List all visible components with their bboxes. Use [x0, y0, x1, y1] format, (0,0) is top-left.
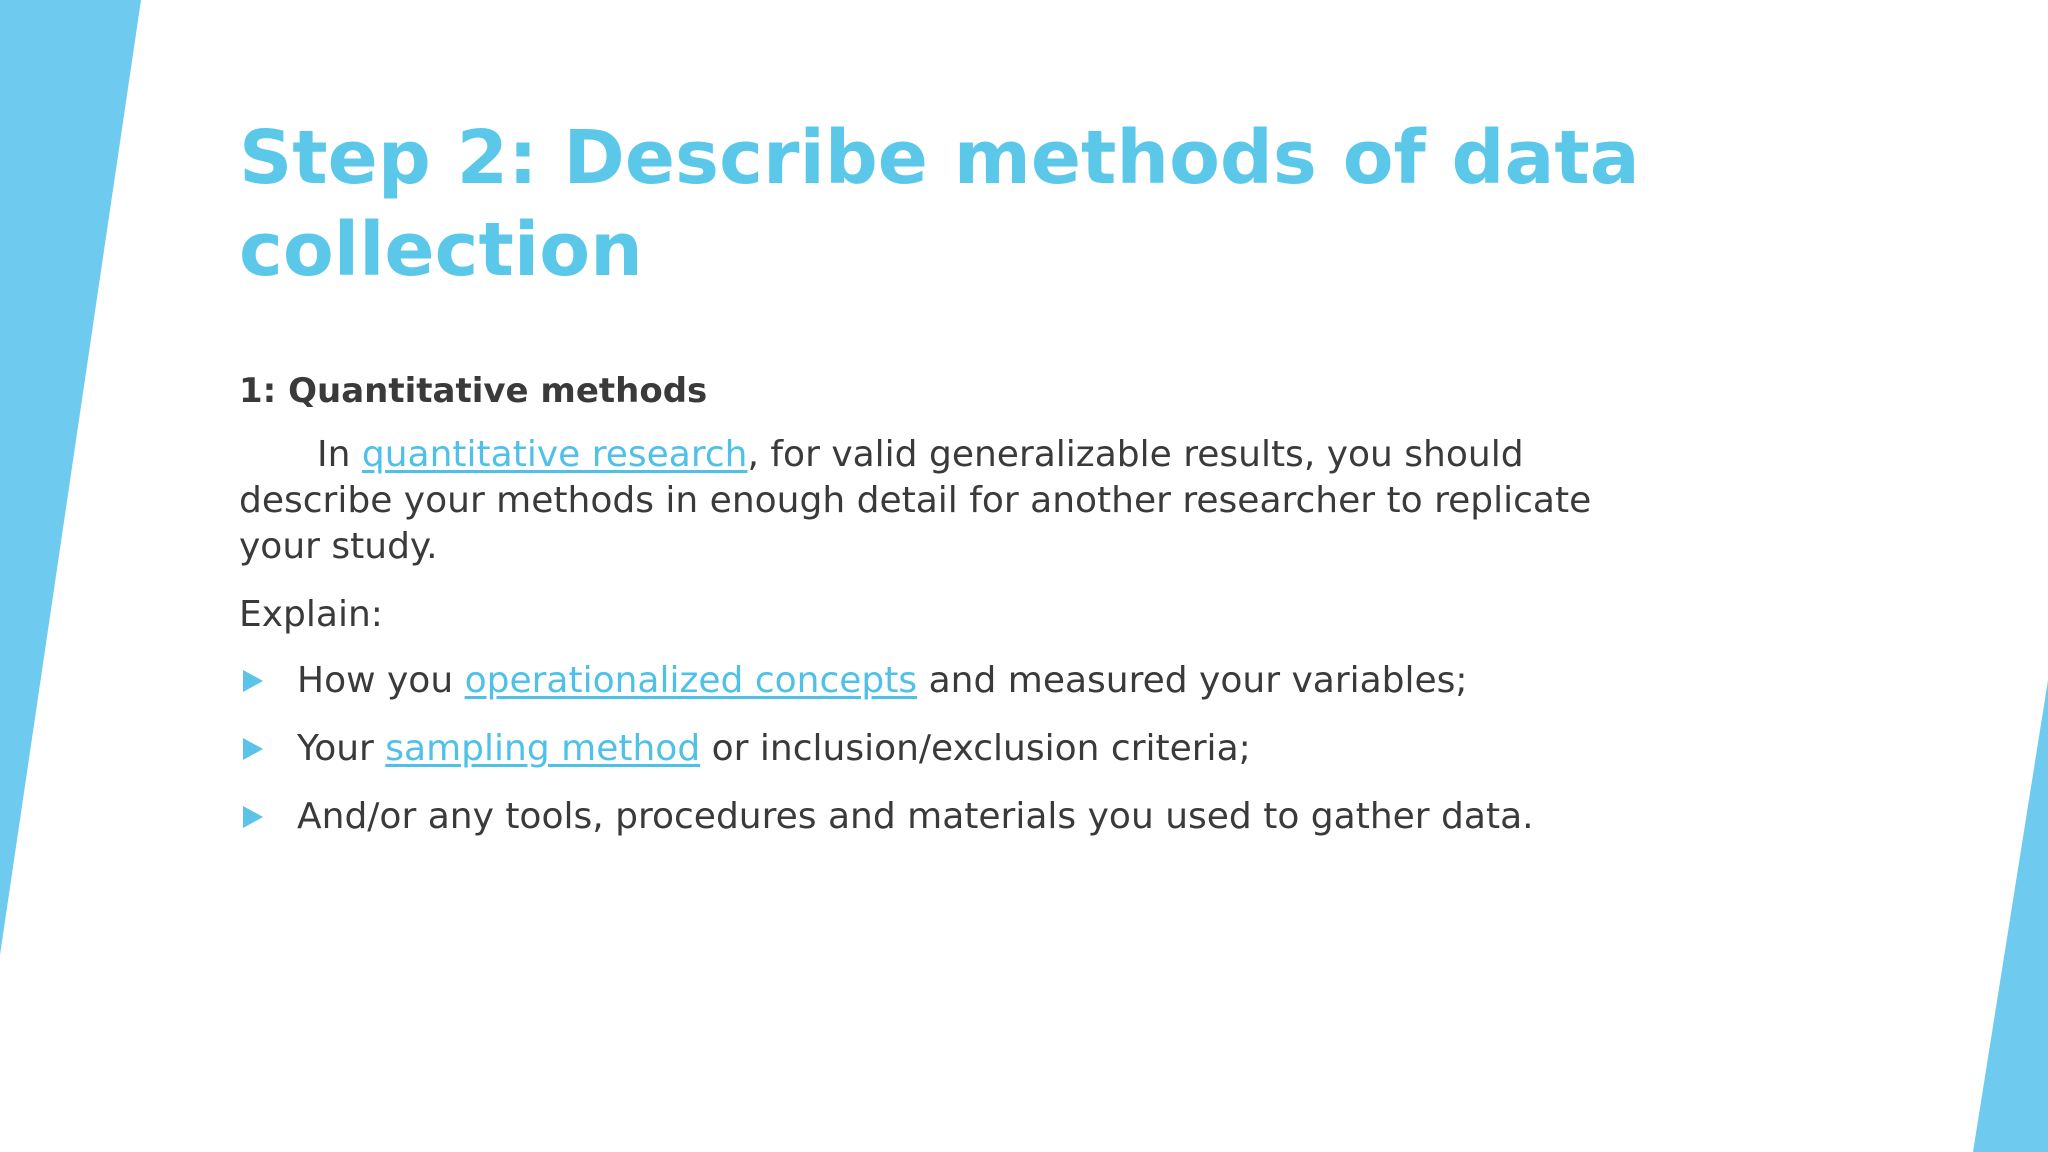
bullet-text-after: or inclusion/exclusion criteria; — [700, 728, 1251, 769]
explain-label: Explain: — [239, 594, 383, 635]
triangle-right-icon — [243, 738, 263, 760]
bullet-text-after: and measured your variables; — [917, 660, 1468, 701]
list-item — [239, 726, 1699, 772]
link-quantitative-research[interactable]: quantitative research — [361, 434, 748, 475]
link-sampling-method[interactable]: sampling method — [385, 728, 701, 769]
paragraph-text-after: , for valid generalizable results, you should describe your methods in enough detail for another researcher to replicate your study. — [239, 434, 1592, 567]
list-item — [239, 794, 1699, 840]
triangle-right-icon — [243, 670, 263, 692]
section-subheading: 1: Quantitative methods — [239, 371, 708, 411]
bullet-list — [239, 658, 1699, 840]
intro-paragraph — [239, 432, 1659, 570]
bullet-text: And/or any tools, procedures and materials you used to gather data. — [297, 796, 1534, 837]
triangle-right-icon — [243, 806, 263, 828]
link-operationalized-concepts[interactable]: operationalized concepts — [464, 660, 918, 701]
list-item — [239, 658, 1699, 704]
slide-title: Step 2: Describe methods of data collection — [239, 115, 1640, 293]
slide-content — [239, 368, 1699, 862]
paragraph-text-before: In — [317, 434, 362, 475]
bullet-text-before: Your — [297, 728, 386, 769]
bullet-text-before: How you — [297, 660, 465, 701]
